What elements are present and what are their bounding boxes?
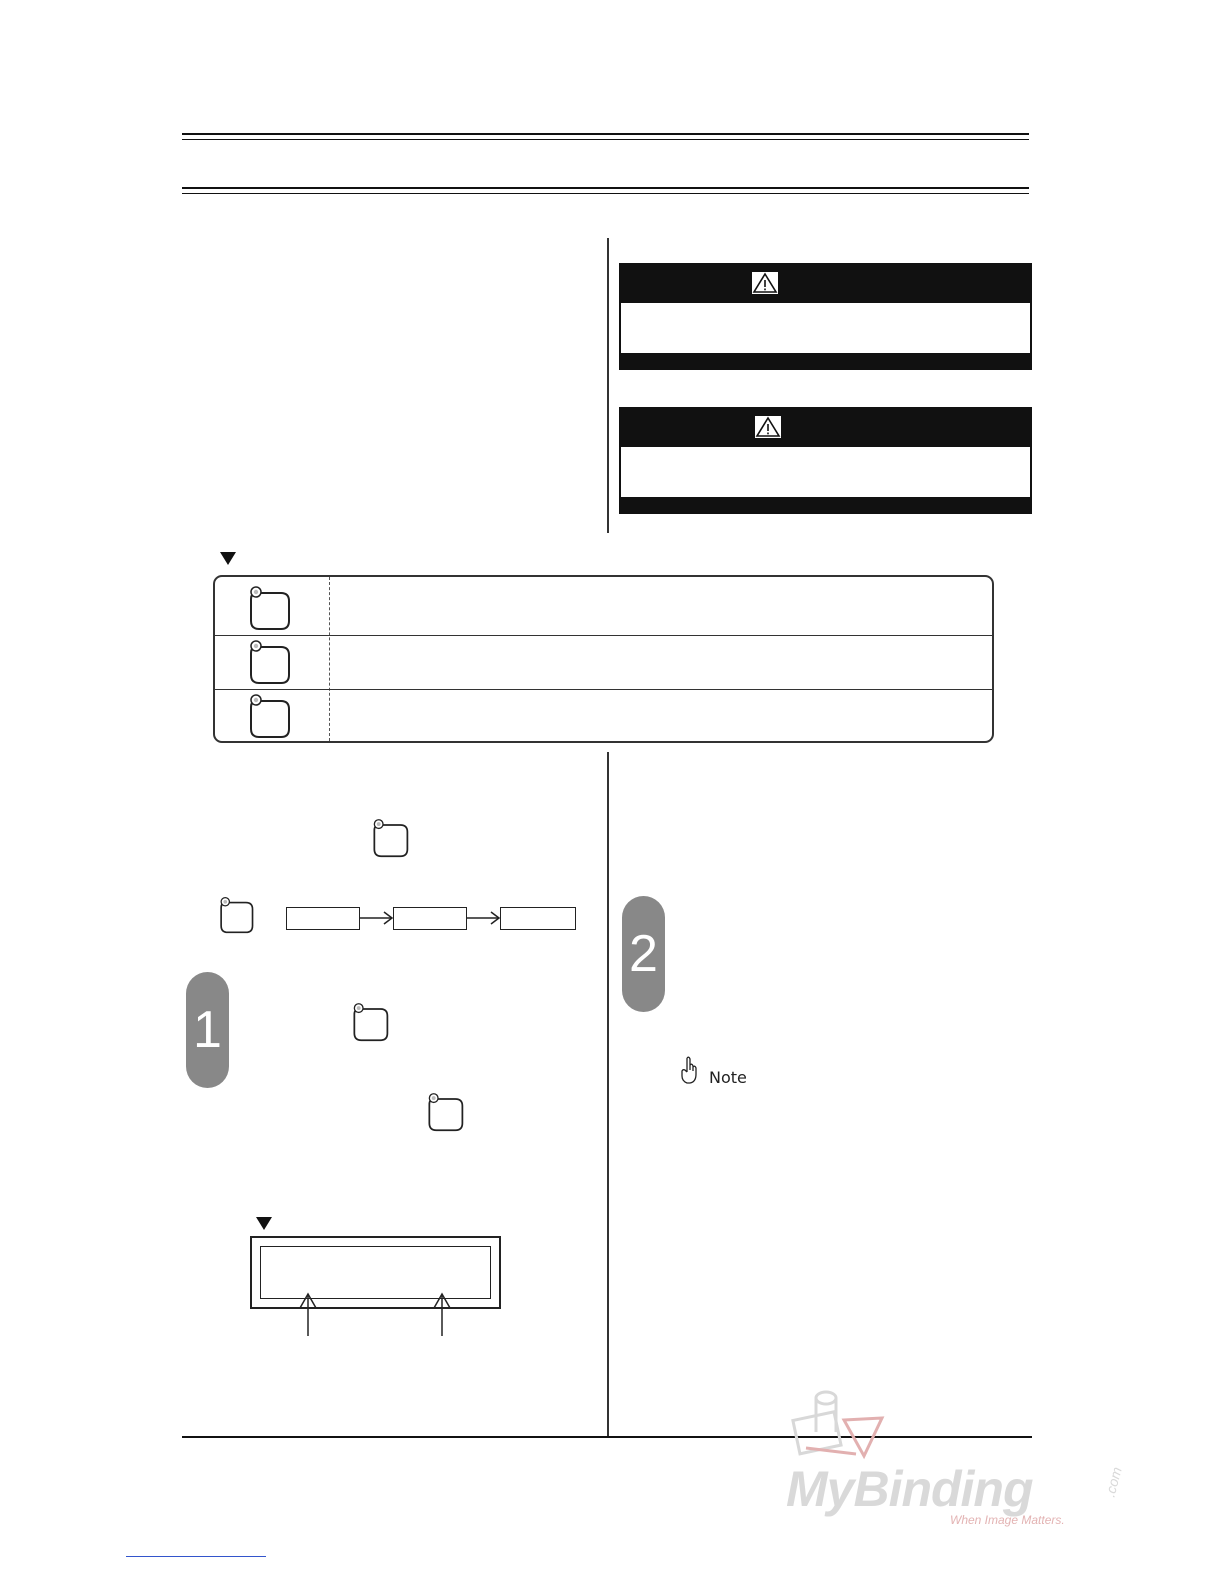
footer-logo-tagline: When Image Matters. (950, 1513, 1065, 1527)
key-button-icon (425, 1092, 465, 1132)
key-table-row (215, 689, 992, 743)
footer-logo-suffix: .com (1101, 1465, 1125, 1499)
warning-box-1-body (621, 303, 1030, 353)
display-pointer-arrow (432, 1292, 452, 1336)
key-button-icon (247, 693, 291, 739)
warning-triangle-icon (755, 416, 781, 438)
warning-box-2 (619, 407, 1032, 514)
key-table-row (215, 635, 992, 689)
flow-box-1 (286, 907, 360, 930)
pointing-hand-icon (679, 1056, 701, 1086)
binding-logo-icon (786, 1388, 886, 1466)
header-rule-bottom-2 (182, 193, 1029, 194)
flow-box-2 (393, 907, 467, 930)
key-table-row (215, 577, 992, 635)
header-rule-top-2 (182, 139, 1029, 140)
footer-logo-text: MyBinding (786, 1461, 1033, 1517)
flow-arrow-icon (466, 910, 501, 926)
flow-box-3 (500, 907, 576, 930)
step-2-badge: 2 (622, 896, 665, 1012)
down-triangle-marker (256, 1217, 272, 1230)
key-button-icon (350, 1002, 390, 1042)
key-button-icon (247, 585, 291, 631)
warning-triangle-icon (752, 272, 778, 294)
key-table (213, 575, 994, 743)
warning-box-2-body (621, 447, 1030, 497)
display-panel (250, 1236, 501, 1309)
note-label: Note (709, 1068, 747, 1087)
key-button-icon (247, 639, 291, 685)
key-button-icon (370, 818, 410, 858)
key-button-icon (217, 896, 255, 934)
header-rule-bottom-1 (182, 187, 1029, 189)
flow-arrow-icon (359, 910, 394, 926)
display-screen (260, 1246, 491, 1299)
column-divider-bottom (607, 752, 609, 1438)
footer-link-underline[interactable] (126, 1556, 266, 1557)
down-triangle-marker (220, 552, 236, 565)
header-rule-top-1 (182, 133, 1029, 135)
footer-rule (182, 1436, 1032, 1438)
column-divider-top (607, 238, 609, 533)
warning-box-1 (619, 263, 1032, 370)
display-pointer-arrow (298, 1292, 318, 1336)
step-1-badge: 1 (186, 972, 229, 1088)
